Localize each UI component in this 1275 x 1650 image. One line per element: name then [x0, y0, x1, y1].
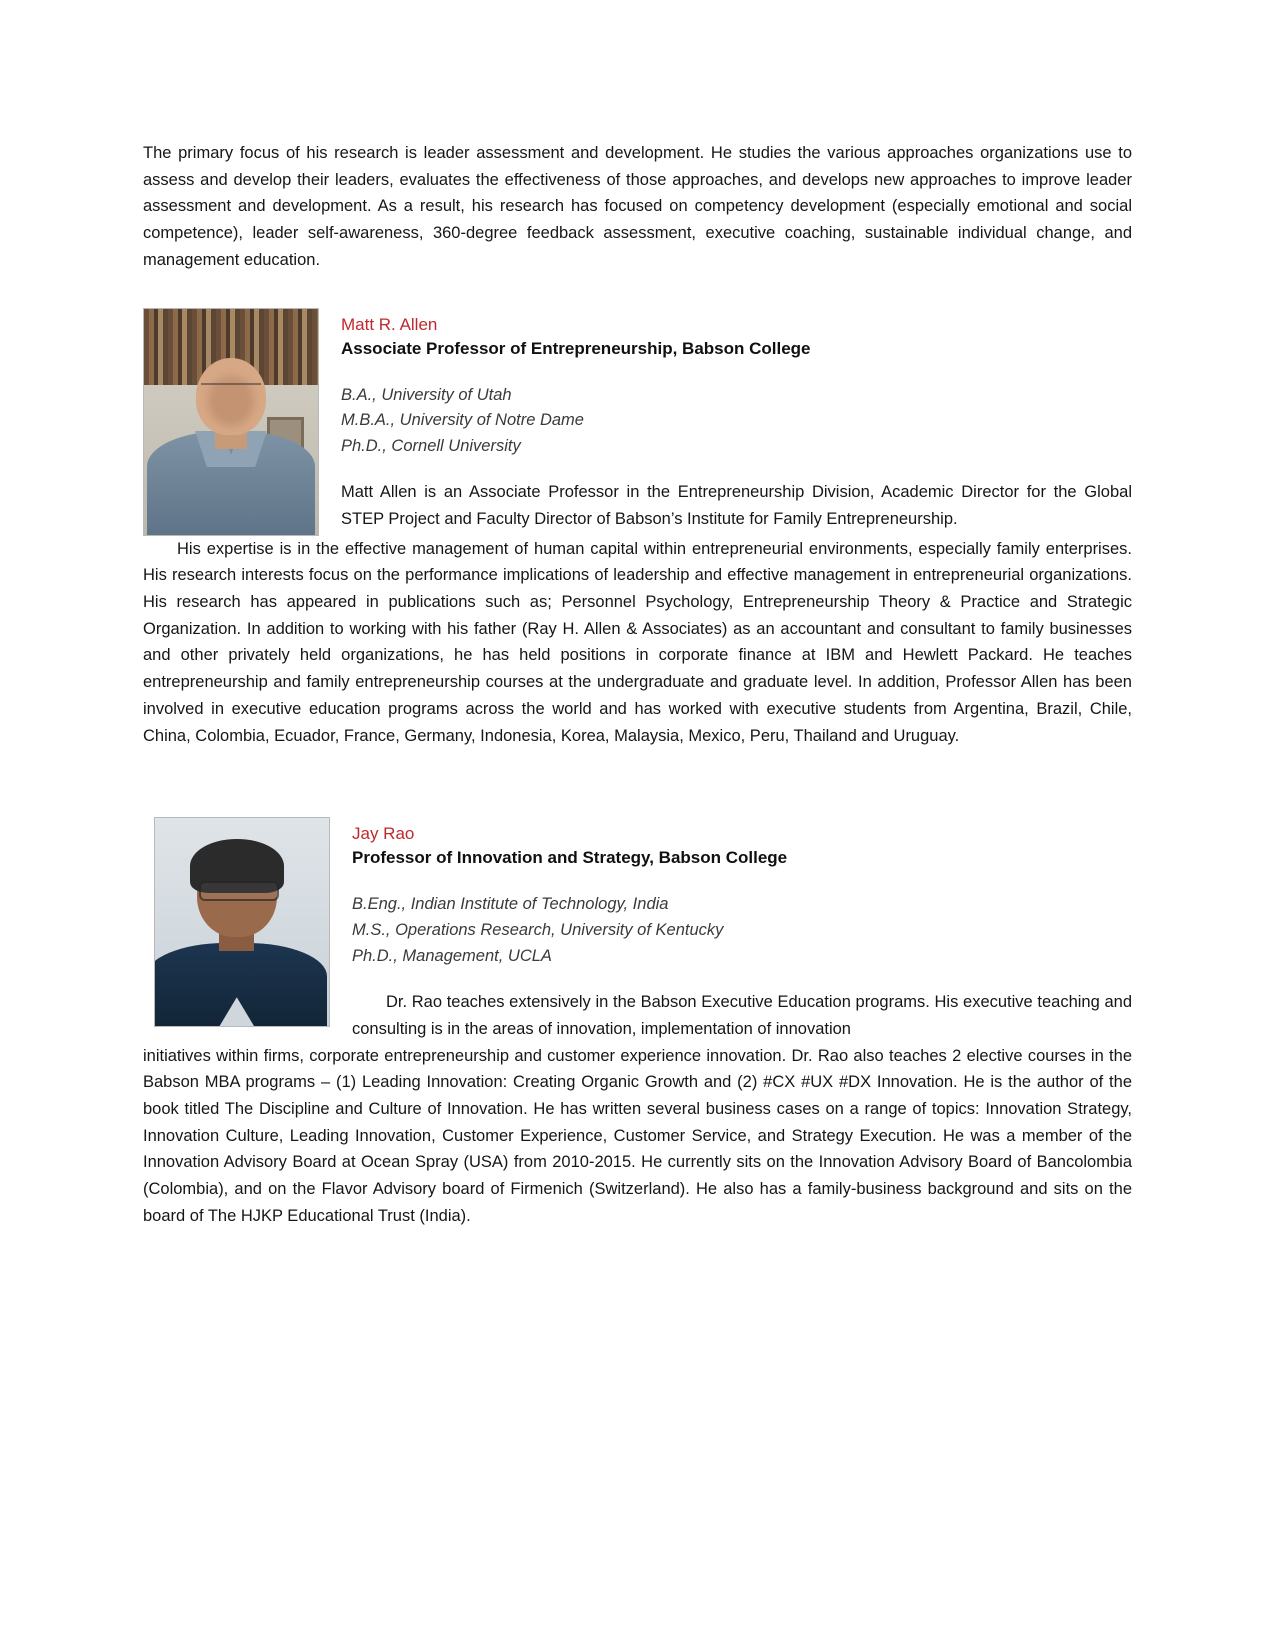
- profile-text-block: [330, 817, 1132, 1042]
- brow-line: [201, 383, 260, 396]
- profile-name: Matt R. Allen: [341, 314, 438, 334]
- profile-jay-rao: [143, 817, 1132, 1229]
- degree-item: B.A., University of Utah: [341, 385, 512, 404]
- section-spacer: [143, 749, 1132, 803]
- profile-matt-allen: [143, 308, 1132, 750]
- degree-item: B.Eng., Indian Institute of Technology, India: [352, 895, 669, 914]
- portrait-illustration: [144, 309, 318, 535]
- degree-item: M.B.A., University of Notre Dame: [341, 411, 584, 430]
- profile-name: Jay Rao: [352, 824, 415, 844]
- intro-paragraph: The primary focus of his research is leader assessment and development. He studies the various approaches organizations use to assess and develop their leaders, evaluates the effectiveness of those approaches, and develops new approaches to improve leader assessment and development. As a result, his research has focused on competency development (especially emotional and social competence), leader self-awareness, 360-degree feedback assessment, executive coaching, sustainable individual change, and management education.: [143, 144, 1132, 269]
- profile-header: [143, 308, 1132, 536]
- degree-item: Ph.D., Management, UCLA: [352, 946, 552, 965]
- degree-item: Ph.D., Cornell University: [341, 436, 521, 455]
- matt-allen-portrait: [143, 308, 319, 536]
- profile-text-block: [319, 308, 1132, 533]
- degree-item: M.S., Operations Research, University of Kentucky: [352, 920, 724, 939]
- profile-bio-lead: Dr. Rao teaches extensively in the Babson Executive Education programs. His executive teaching and consulting is in the areas of innovation, implementation of innovation: [352, 993, 1132, 1038]
- profile-bio-lead: Matt Allen is an Associate Professor in the Entrepreneurship Division, Academic Director for the Global STEP Project and Faculty Director of Babson’s Institute for Family Entrepreneurship.: [341, 483, 1132, 529]
- profile-bio-rest: His expertise is in the effective management of human capital within entrepreneurial environments, especially family enterprises. His research interests focus on the performance implications of leadership and effective management in entrepreneurial organizations. His research has appeared in publications such as; Personnel Psychology, Entrepreneurship Theory & Practice and Strategic Organization. In addition to working with his father (Ray H. Allen & Associates) as an accountant and consultant to family businesses and other privately held organizations, he has held positions in corporate finance at IBM and Hewlett Packard. He teaches entrepreneurship and family entrepreneurship courses at the undergraduate and graduate level. In addition, Professor Allen has been involved in executive education programs across the world and has worked with executive students from Argentina, Brazil, Chile, China, Colombia, Ecuador, France, Germany, Indonesia, Korea, Malaysia, Mexico, Peru, Thailand and Uruguay.: [143, 539, 1132, 745]
- profile-degrees: [341, 383, 1132, 460]
- glasses-shape: [199, 881, 280, 902]
- profile-degrees: [352, 892, 1132, 969]
- profile-title: Associate Professor of Entrepreneurship, Babson College: [341, 338, 811, 358]
- jay-rao-portrait: [154, 817, 330, 1027]
- profile-title: Professor of Innovation and Strategy, Babson College: [352, 848, 788, 868]
- profile-header: [143, 817, 1132, 1042]
- profile-bio-rest: initiatives within firms, corporate entrepreneurship and customer experience innovation. Dr. Rao also teaches 2 elective courses in the Babson MBA programs – (1) Leading Innovation: Creating Organic Growth and (2) #CX #UX #DX Innovation. He is the author of the book titled The Discipline and Culture of Innovation. He has written several business cases on a range of topics: Innovation Strategy, Innovation Culture, Leading Innovation, Customer Experience, Customer Service, and Strategy Execution. He was a member of the Innovation Advisory Board at Ocean Spray (USA) from 2010-2015. He currently sits on the Innovation Advisory Board of Bancolombia (Colombia), and on the Flavor Advisory board of Firmenich (Switzerland). He also has a family-business background and sits on the board of The HJKP Educational Trust (India).: [143, 1046, 1132, 1225]
- portrait-illustration: [155, 818, 329, 1026]
